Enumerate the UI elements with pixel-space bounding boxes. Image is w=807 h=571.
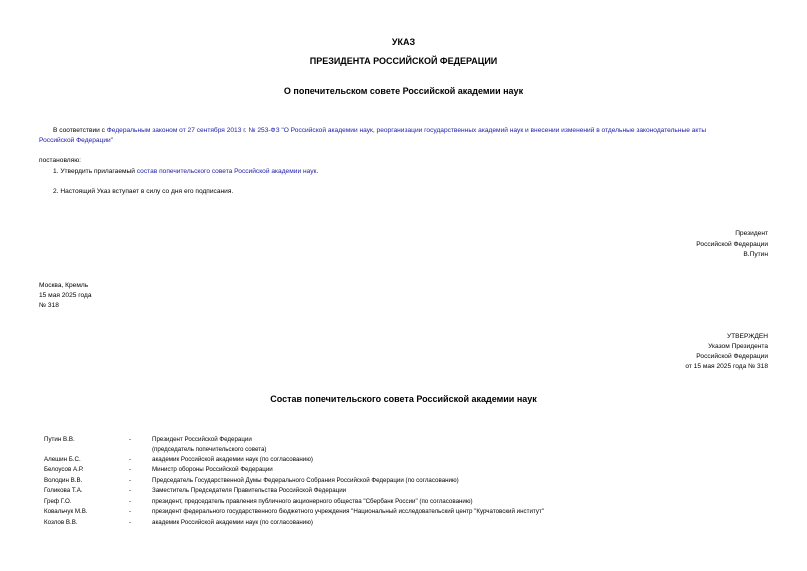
member-dash: - xyxy=(129,436,132,443)
member-position: академик Российской академии наук (по согласованию) xyxy=(152,519,313,526)
member-dash: - xyxy=(129,466,132,473)
list-item xyxy=(0,465,807,475)
decree-item-2: 2. Настоящий Указ вступает в силу со дня его подписания. xyxy=(53,188,234,195)
signature-country: Российской Федерации xyxy=(696,241,768,248)
member-name: Ковальчук М.В. xyxy=(44,508,88,515)
member-position-note: (председатель попечительского совета) xyxy=(152,446,267,453)
member-name: Греф Г.О. xyxy=(44,498,72,505)
list-item xyxy=(0,518,807,528)
approval-line-3: Российской Федерации xyxy=(696,353,768,360)
composition-link[interactable]: состав попечительского совета Российской академии наук xyxy=(136,168,317,175)
preamble-line1 xyxy=(53,126,706,136)
signature-name: В.Путин xyxy=(743,251,768,258)
member-name: Козлов В.В. xyxy=(44,519,78,526)
member-dash: - xyxy=(129,477,132,484)
decree-number: № 318 xyxy=(39,302,59,309)
decree-subtitle: ПРЕЗИДЕНТА РОССИЙСКОЙ ФЕДЕРАЦИИ xyxy=(309,56,498,66)
federal-law-link-continuation[interactable]: Российской Федерации" xyxy=(39,137,114,144)
composition-title: Состав попечительского совета Российской академии наук xyxy=(270,394,537,404)
member-dash: - xyxy=(129,456,132,463)
list-item xyxy=(0,497,807,507)
item1-prefix: 1. Утвердить прилагаемый xyxy=(53,168,137,175)
list-item xyxy=(0,476,807,486)
member-position: президент, председатель правления публичного акционерного общества "Сбербанк России" (по согласованию) xyxy=(152,498,473,505)
member-position: Председатель Государственной Думы Федерального Собрания Российской Федерации (по согласованию) xyxy=(152,477,459,484)
member-name: Володин В.В. xyxy=(44,477,83,484)
approval-line-2: Указом Президента xyxy=(708,343,768,350)
decree-title: УКАЗ xyxy=(391,37,416,47)
signature-title: Президент xyxy=(735,230,768,237)
list-item-continuation xyxy=(0,445,807,455)
member-position: Заместитель Председателя Правительства Российской Федерации xyxy=(152,487,347,494)
member-name: Белоусов А.Р. xyxy=(44,466,84,473)
resolve-text: постановляю: xyxy=(39,157,82,164)
member-name: Алешин Б.С. xyxy=(44,456,81,463)
member-position: Министр обороны Российской Федерации xyxy=(152,466,273,473)
list-item xyxy=(0,507,807,517)
member-dash: - xyxy=(129,498,132,505)
list-item xyxy=(0,435,807,445)
approval-line-1: УТВЕРЖДЕН xyxy=(726,333,768,340)
decree-item-1 xyxy=(53,167,318,177)
member-position: академик Российской академии наук (по согласованию) xyxy=(152,456,313,463)
list-item xyxy=(0,486,807,496)
list-item xyxy=(0,455,807,465)
member-dash: - xyxy=(129,508,132,515)
item1-suffix: . xyxy=(316,168,319,175)
member-name: Путин В.В. xyxy=(44,436,75,443)
federal-law-link[interactable]: Федеральным законом от 27 сентября 2013 г. № 253-ФЗ "О Российской академии наук, реорганизации государственных академий наук и внесении изменений в отдельные законодательные акты xyxy=(106,127,707,134)
member-dash: - xyxy=(129,519,132,526)
preamble-prefix: В соответствии с xyxy=(53,127,107,134)
member-position: Президент Российской Федерации xyxy=(152,436,252,443)
member-name: Голикова Т.А. xyxy=(44,487,83,494)
member-position: президент федерального государственного бюджетного учреждения "Национальный исследовательский центр "Курчатовский институт" xyxy=(152,508,544,515)
member-dash: - xyxy=(129,487,132,494)
date: 15 мая 2025 года xyxy=(39,292,92,299)
place: Москва, Кремль xyxy=(39,282,89,289)
approval-line-4: от 15 мая 2025 года № 318 xyxy=(685,363,768,370)
decree-heading: О попечительском совете Российской академии наук xyxy=(283,86,524,96)
